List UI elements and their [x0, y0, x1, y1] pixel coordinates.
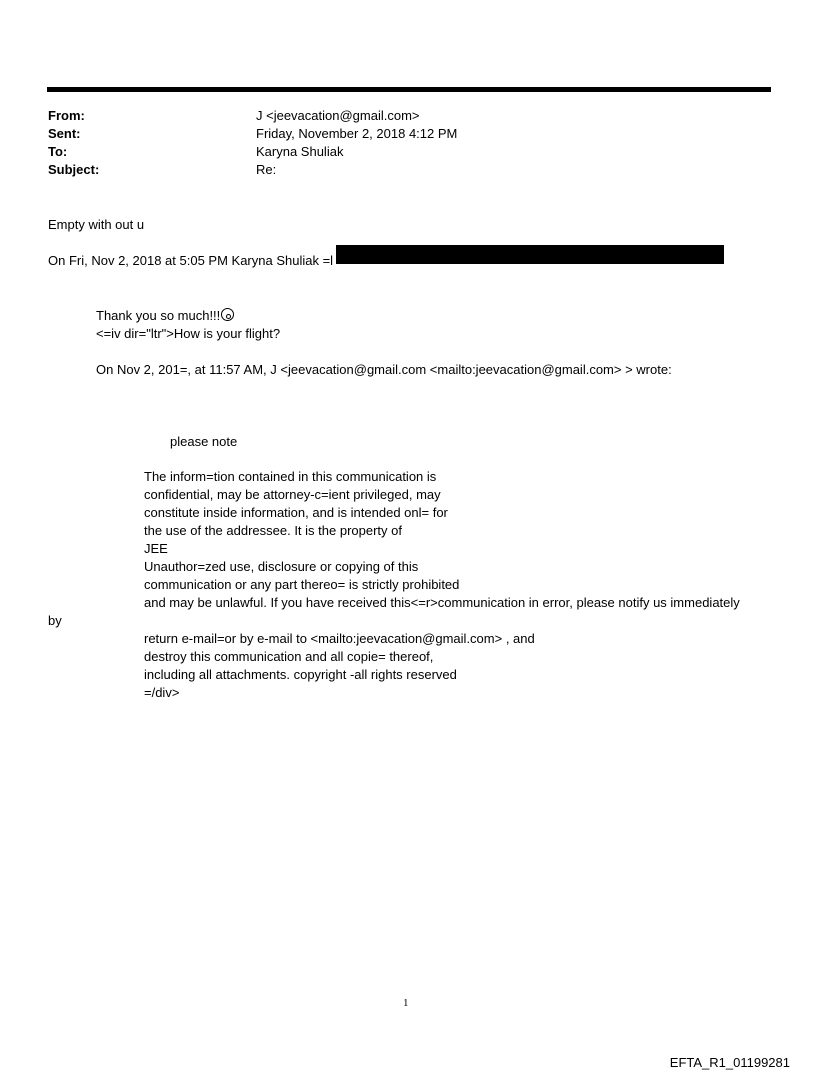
- disclaimer-line: including all attachments. copyright -all rights reserved: [144, 667, 457, 682]
- thanks-line: [96, 307, 234, 325]
- to-value: Karyna Shuliak: [256, 144, 344, 159]
- quote-intro: On Fri, Nov 2, 2018 at 5:05 PM Karyna Shuliak =l: [48, 253, 334, 268]
- disclaimer-line: JEE: [144, 541, 168, 556]
- disclaimer-line: Unauthor=zed use, disclosure or copying of this: [144, 559, 419, 574]
- document-id: EFTA_R1_01199281: [669, 1055, 790, 1070]
- disclaimer-line: The inform=tion contained in this communication is: [144, 469, 437, 484]
- disclaimer-line: communication or any part thereo= is strictly prohibited: [144, 577, 460, 592]
- header-rule: [47, 87, 771, 92]
- nested-quote-header: On Nov 2, 201=, at 11:57 AM, J <jeevacation@gmail.com <mailto:jeevacation@gmail.com> > wrote:: [96, 362, 672, 377]
- thanks-text: Thank you so much!!!: [96, 308, 221, 323]
- disclaimer-line: constitute inside information, and is intended onl= for: [144, 505, 448, 520]
- sent-label: Sent:: [48, 126, 81, 141]
- subject-value: Re:: [256, 162, 277, 177]
- subject-label: Subject:: [48, 162, 100, 177]
- disclaimer-line: by: [48, 613, 62, 628]
- flight-line: <=iv dir="ltr">How is your flight?: [96, 326, 281, 341]
- from-label: From:: [48, 108, 85, 123]
- please-note: please note: [170, 434, 238, 449]
- disclaimer-line: confidential, may be attorney-c=ient privileged, may: [144, 487, 441, 502]
- from-value: J <jeevacation@gmail.com>: [256, 108, 420, 123]
- reply-text: Empty with out u: [48, 217, 145, 232]
- surprised-emoji-icon: [221, 308, 234, 321]
- sent-value: Friday, November 2, 2018 4:12 PM: [256, 126, 458, 141]
- disclaimer-line: and may be unlawful. If you have received this<=r>communication in error, please notify us immediately: [144, 595, 740, 610]
- to-label: To:: [48, 144, 68, 159]
- disclaimer-line: =/div>: [144, 685, 180, 700]
- disclaimer-line: the use of the addressee. It is the property of: [144, 523, 402, 538]
- disclaimer-block: [48, 468, 740, 702]
- disclaimer-line: return e-mail=or by e-mail to <mailto:jeevacation@gmail.com> , and: [144, 631, 535, 646]
- page-number: 1: [403, 997, 409, 1009]
- redaction-bar: [336, 245, 724, 264]
- disclaimer-line: destroy this communication and all copie= thereof,: [144, 649, 434, 664]
